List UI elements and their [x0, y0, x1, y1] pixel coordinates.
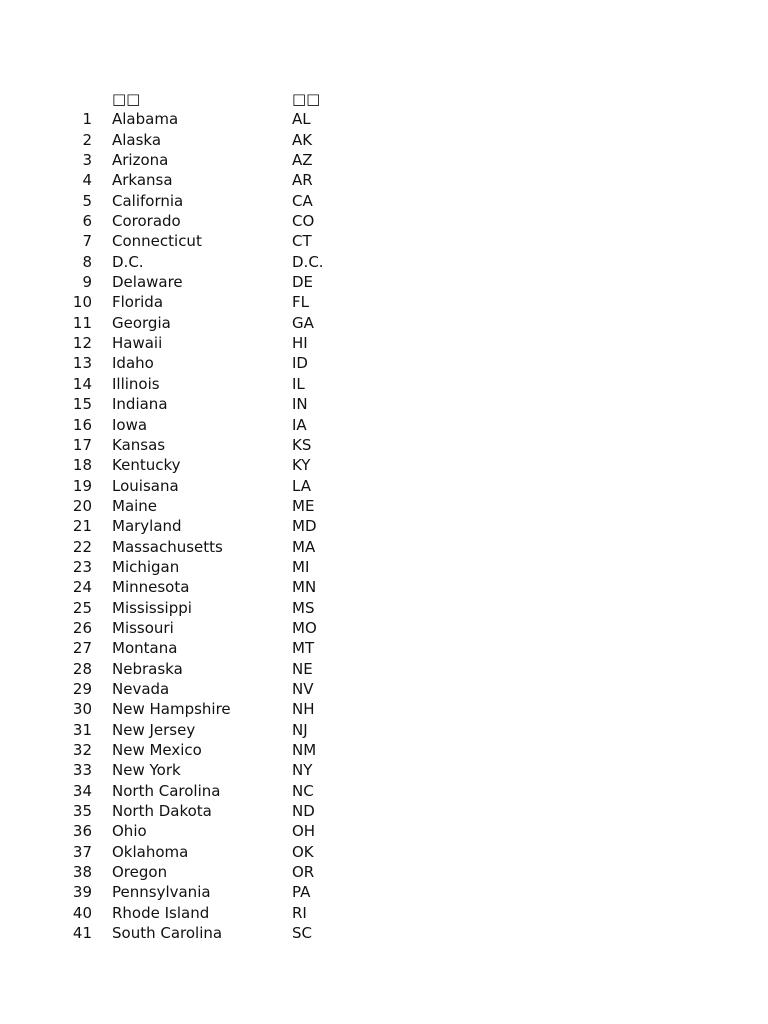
table-row [0, 659, 768, 679]
state-name: Delaware [112, 273, 183, 292]
state-abbreviation: IN [292, 395, 308, 414]
state-abbreviation: OH [292, 822, 316, 841]
state-abbreviation: MD [292, 517, 317, 536]
row-number: 36 [72, 822, 92, 841]
table-row [0, 394, 768, 414]
table-row [0, 862, 768, 882]
table-row [0, 191, 768, 211]
state-abbreviation: NV [292, 679, 314, 698]
table-row [0, 170, 768, 190]
state-name: Pennsylvania [112, 883, 211, 902]
state-abbreviation: D.C. [292, 252, 324, 271]
table-row [0, 699, 768, 719]
row-number: 9 [82, 273, 92, 292]
table-row [0, 903, 768, 923]
state-abbreviation: AL [292, 110, 311, 129]
state-abbreviation: PA [292, 883, 311, 902]
state-abbreviation: OR [292, 863, 315, 882]
table-row [0, 923, 768, 943]
state-name: Iowa [112, 415, 148, 434]
table-row [0, 313, 768, 333]
state-name: Mississippi [112, 598, 192, 617]
state-name: Kansas [112, 435, 166, 454]
state-name: Michigan [112, 557, 180, 576]
state-name: Arkansa [112, 171, 173, 190]
state-abbreviation: SC [292, 924, 312, 943]
state-abbreviation: AZ [292, 151, 313, 170]
row-number: 21 [72, 517, 92, 536]
state-abbreviation: LA [292, 476, 311, 495]
state-name: Hawaii [112, 334, 163, 353]
state-name: Massachusetts [112, 537, 223, 556]
row-number: 10 [72, 293, 92, 312]
state-name: New Jersey [112, 720, 196, 739]
state-abbreviation: ME [292, 496, 315, 515]
table-row [0, 842, 768, 862]
row-number: 35 [72, 802, 92, 821]
state-abbreviation: IA [292, 415, 307, 434]
state-name: Rhode Island [112, 903, 210, 922]
table-row [0, 150, 768, 170]
row-number: 17 [72, 435, 92, 454]
table-row [0, 109, 768, 129]
state-name: Alabama [112, 110, 179, 129]
row-number: 26 [72, 618, 92, 637]
table-row [0, 638, 768, 658]
state-abbreviation: MS [292, 598, 315, 617]
state-abbreviation: MT [292, 639, 315, 658]
state-abbreviation: HI [292, 334, 308, 353]
state-abbreviation: KS [292, 435, 312, 454]
table-row [0, 618, 768, 638]
row-number: 23 [72, 557, 92, 576]
table-row [0, 252, 768, 272]
state-abbreviation: AR [292, 171, 313, 190]
state-name: Florida [112, 293, 164, 312]
row-number: 38 [72, 863, 92, 882]
row-number: 33 [72, 761, 92, 780]
state-name: New York [112, 761, 181, 780]
state-name: Maine [112, 496, 158, 515]
state-abbreviation: FL [292, 293, 309, 312]
table-row [0, 821, 768, 841]
row-number: 14 [72, 374, 92, 393]
row-number: 8 [82, 252, 92, 271]
state-name: Louisana [112, 476, 179, 495]
row-number: 5 [82, 191, 92, 210]
state-name: South Carolina [112, 924, 223, 943]
state-name: Cororado [112, 212, 181, 231]
row-number: 6 [82, 212, 92, 231]
state-name: Arizona [112, 151, 169, 170]
state-name: Indiana [112, 395, 168, 414]
state-abbreviation: IL [292, 374, 305, 393]
row-number: 20 [72, 496, 92, 515]
row-number: 7 [82, 232, 92, 251]
state-name: Missouri [112, 618, 174, 637]
table-row [0, 882, 768, 902]
table-row [0, 740, 768, 760]
header-row [0, 89, 768, 109]
row-number: 3 [82, 151, 92, 170]
table-row [0, 435, 768, 455]
table-row [0, 272, 768, 292]
row-number: 39 [72, 883, 92, 902]
header-abbreviation-column: □□ [292, 90, 321, 108]
row-number: 19 [72, 476, 92, 495]
row-number: 16 [72, 415, 92, 434]
state-abbreviation: ID [292, 354, 308, 373]
state-abbreviation: CO [292, 212, 315, 231]
row-number: 25 [72, 598, 92, 617]
table-row [0, 720, 768, 740]
state-name: North Dakota [112, 802, 212, 821]
table-row [0, 130, 768, 150]
row-number: 4 [82, 171, 92, 190]
row-number: 32 [72, 741, 92, 759]
row-number: 41 [72, 924, 92, 943]
row-number: 29 [72, 679, 92, 698]
state-name: Oklahoma [112, 842, 189, 861]
state-abbreviation: CT [292, 232, 312, 251]
row-number: 11 [72, 313, 92, 332]
table-row [0, 415, 768, 435]
row-number: 13 [72, 354, 92, 373]
state-abbreviation: ND [292, 802, 315, 821]
state-abbreviation: KY [292, 456, 311, 475]
table-row [0, 455, 768, 475]
state-name: Maryland [112, 517, 182, 536]
state-name: D.C. [112, 252, 144, 271]
state-abbreviation: CA [292, 191, 313, 210]
row-number: 1 [82, 110, 92, 129]
state-name: Idaho [112, 354, 154, 373]
table-row [0, 353, 768, 373]
state-name: Montana [112, 639, 178, 658]
row-number: 15 [72, 395, 92, 414]
state-abbreviation: NC [292, 781, 314, 800]
state-abbreviation: NE [292, 659, 313, 678]
table-row [0, 516, 768, 536]
state-name: Connecticut [112, 232, 202, 251]
table-row [0, 476, 768, 496]
state-abbreviation: GA [292, 313, 314, 332]
state-abbreviation: MA [292, 537, 316, 556]
state-abbreviation: NM [292, 741, 317, 759]
state-name: Georgia [112, 313, 171, 332]
state-table [0, 89, 768, 943]
state-name: Minnesota [112, 578, 190, 597]
table-row [0, 760, 768, 780]
table-row [0, 496, 768, 516]
table-row [0, 211, 768, 231]
state-abbreviation: AK [292, 130, 313, 149]
row-number: 27 [72, 639, 92, 658]
state-abbreviation: MI [292, 557, 310, 576]
state-abbreviation: NY [292, 761, 313, 780]
state-abbreviation: NH [292, 700, 315, 719]
state-name: New Mexico [112, 741, 202, 759]
row-number: 31 [72, 720, 92, 739]
row-number: 24 [72, 578, 92, 597]
table-row [0, 557, 768, 577]
state-name: Illinois [112, 374, 160, 393]
row-number: 30 [72, 700, 92, 719]
row-number: 12 [72, 334, 92, 353]
state-name: Nebraska [112, 659, 183, 678]
table-row [0, 231, 768, 251]
state-name: North Carolina [112, 781, 221, 800]
row-number: 34 [72, 781, 92, 800]
table-row [0, 333, 768, 353]
table-row [0, 679, 768, 699]
state-abbreviation: DE [292, 273, 314, 292]
state-name: Alaska [112, 130, 162, 149]
table-row [0, 537, 768, 557]
state-abbreviation: RI [292, 903, 307, 922]
table-row [0, 598, 768, 618]
state-abbreviation: OK [292, 842, 314, 861]
state-name: Ohio [112, 822, 147, 841]
row-number: 40 [72, 903, 92, 922]
row-number: 2 [82, 130, 92, 149]
table-row [0, 292, 768, 312]
header-name-column: □□ [112, 90, 141, 108]
state-name: Kentucky [112, 456, 181, 475]
state-abbreviation: NJ [292, 720, 308, 739]
state-name: Oregon [112, 863, 168, 882]
row-number: 22 [72, 537, 92, 556]
table-row [0, 801, 768, 821]
state-name: New Hampshire [112, 700, 231, 719]
row-number: 37 [72, 842, 92, 861]
row-number: 28 [72, 659, 92, 678]
state-name: California [112, 191, 184, 210]
row-number: 18 [72, 456, 92, 475]
table-row [0, 577, 768, 597]
state-abbreviation: MO [292, 618, 317, 637]
table-row [0, 781, 768, 801]
state-abbreviation: MN [292, 578, 317, 597]
state-name: Nevada [112, 679, 170, 698]
table-body [0, 109, 768, 943]
table-row [0, 374, 768, 394]
